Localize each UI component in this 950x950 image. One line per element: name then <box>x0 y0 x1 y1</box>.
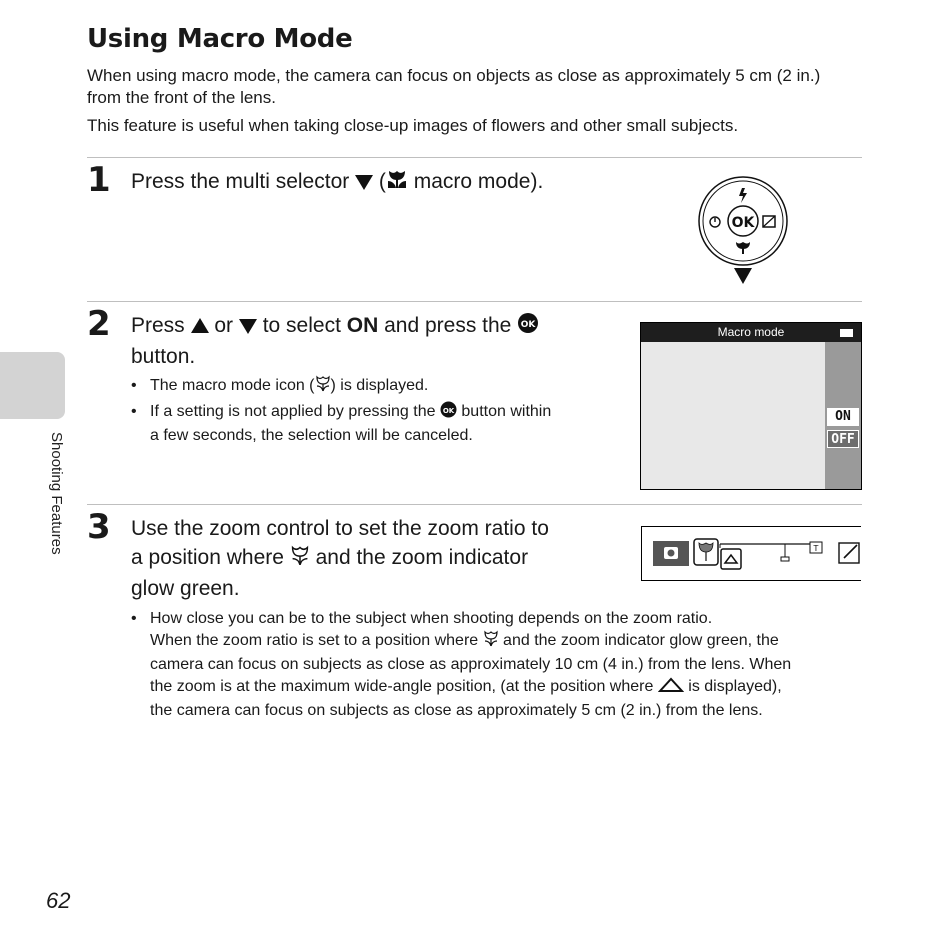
battery-icon <box>840 329 853 337</box>
step-1-text-b: ( <box>373 170 386 193</box>
page-number: 62 <box>46 888 71 913</box>
step-2-text-b: or <box>208 314 239 337</box>
svg-text:T: T <box>813 544 819 553</box>
step-1-text <box>131 167 543 198</box>
step-2-bullet-2: • If a setting is not applied by pressing the OK button within a few seconds, the selection will be canceled. <box>131 403 552 444</box>
up-triangle-icon <box>191 313 209 342</box>
step-1-text-c: macro mode). <box>407 170 544 193</box>
zoom-indicator-screen <box>641 526 861 581</box>
wide-angle-icon <box>721 549 741 569</box>
intro-line-1: When using macro mode, the camera can focus on objects as close as approximately 5 cm (2 in.) from the front of the lens. <box>87 66 821 107</box>
ok-circle-icon <box>440 401 457 425</box>
step-3-line-1: Use the zoom control to set the zoom ratio to <box>131 517 549 540</box>
step-2-text-e: button. <box>131 345 196 368</box>
macro-outline-icon <box>290 545 310 574</box>
multi-selector-dial <box>696 176 790 293</box>
step-2-text-d: and press the <box>378 314 518 337</box>
screen-title-bar <box>641 323 861 342</box>
down-arrow-indicator <box>734 268 752 284</box>
screen-option-panel <box>825 342 861 489</box>
step-3-number: 3 <box>87 507 111 547</box>
section-label: Shooting Features <box>48 432 65 555</box>
ok-button-label: OK <box>731 215 755 231</box>
svg-text:OK: OK <box>520 320 536 330</box>
ok-circle-icon <box>517 312 539 342</box>
step-2-text-a: Press <box>131 314 185 337</box>
divider-2 <box>87 301 862 302</box>
step-3-line-2b: and the zoom indicator <box>309 546 529 569</box>
step-3-line-3: glow green. <box>131 577 240 600</box>
step-3-text <box>131 514 621 603</box>
step-2-text <box>131 311 611 371</box>
step-2-bullet-1: • The macro mode icon ( ) is displayed. <box>131 375 611 397</box>
macro-outline-icon <box>315 375 331 399</box>
divider-1 <box>87 157 862 158</box>
down-triangle-icon <box>239 313 257 342</box>
page-title: Using Macro Mode <box>87 24 353 54</box>
step-3-line-2a: a position where <box>131 546 290 569</box>
step-3-bullet: • How close you can be to the subject when shooting depends on the zoom ratio. When the zoom ratio is set to a position where and the zoom indicator glow green, the camera can focus on subjects as close as approximately 10 cm (4 in.) from the lens. When the zoom is at the maximum wide-angle position, (at the position where is displayed), the camera can focus on subjects as close as approximately 5 cm (2 in.) from the lens. <box>131 610 792 719</box>
option-off[interactable]: OFF <box>827 430 859 448</box>
step-2-on-label: ON <box>346 314 379 337</box>
step-1-number: 1 <box>87 160 111 200</box>
intro-line-2: This feature is useful when taking close-up images of flowers and other small subjects. <box>87 116 739 135</box>
macro-flower-icon <box>386 168 408 198</box>
option-on[interactable]: ON <box>827 408 859 426</box>
svg-text:OK: OK <box>442 407 455 415</box>
macro-mode-screen <box>640 322 862 490</box>
step-1-text-a: Press the multi selector <box>131 170 350 193</box>
step-2-number: 2 <box>87 304 111 344</box>
down-triangle-icon <box>355 169 373 198</box>
divider-3 <box>87 504 862 505</box>
macro-outline-icon <box>483 630 499 654</box>
step-2-text-c: to select <box>256 314 347 337</box>
section-tab <box>0 352 65 419</box>
wide-angle-outline-icon <box>658 677 684 700</box>
screen-title: Macro mode <box>717 325 785 339</box>
